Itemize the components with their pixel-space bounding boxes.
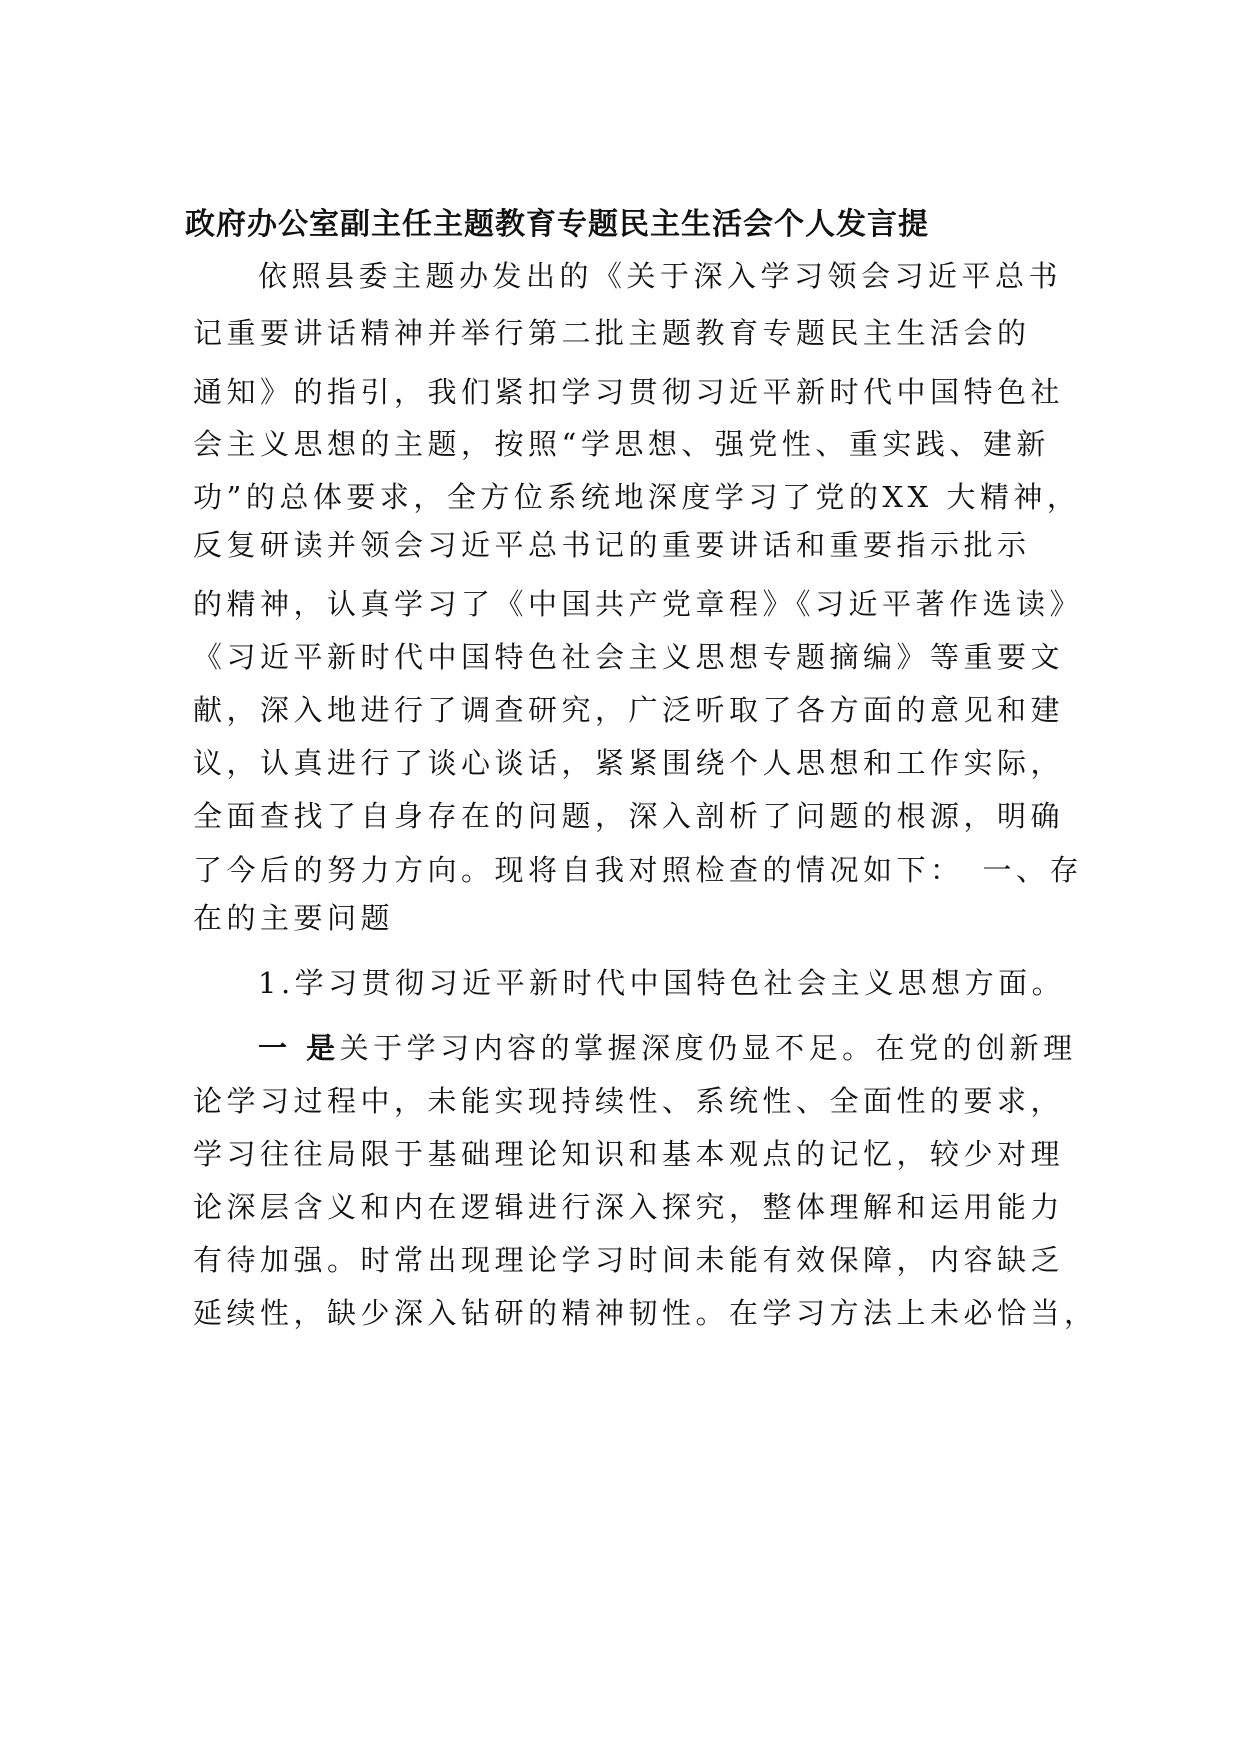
section-heading: 1.学习贯彻习近平新时代中国特色社会主义思想方面。 xyxy=(258,966,1066,1000)
point-line-5: 有待加强。时常出现理论学习时间未能有效保障，内容缺乏 xyxy=(193,1243,1065,1277)
point-line-1-text: 关于学习内容的掌握深度仍显不足。在党的创新理 xyxy=(339,1031,1077,1065)
intro-line-8: 《习近平新时代中国特色社会主义思想专题摘编》等重要文 xyxy=(193,640,1065,674)
intro-line-5: 功”的总体要求，全方位系统地深度学习了党的XX 大精神， xyxy=(193,480,1081,514)
intro-line-2: 记重要讲话精神并举行第二批主题教育专题民主生活会的 xyxy=(193,316,1031,350)
intro-line-6: 反复研读并领会习近平总书记的重要讲话和重要指示批示 xyxy=(193,528,1031,562)
point-line-6: 延续性，缺少深入钻研的精神韧性。在学习方法上未必恰当， xyxy=(193,1296,1098,1330)
intro-line-3: 通知》的指引，我们紧扣学习贯彻习近平新时代中国特色社 xyxy=(193,375,1065,409)
document-title: 政府办公室副主任主题教育专题民主生活会个人发言提 xyxy=(185,207,929,242)
point-lead: 一 是 xyxy=(258,1031,340,1065)
point-line-2: 论学习过程中，未能实现持续性、系统性、全面性的要求， xyxy=(193,1084,1065,1118)
intro-line-9: 献，深入地进行了调查研究，广泛听取了各方面的意见和建 xyxy=(193,693,1065,727)
intro-line-12: 了今后的努力方向。现将自我对照检查的情况如下： 一、存 xyxy=(193,853,1084,887)
intro-line-10: 议，认真进行了谈心谈话，紧紧围绕个人思想和工作实际， xyxy=(193,746,1065,780)
intro-line-11: 全面查找了自身存在的问题，深入剖析了问题的根源，明确 xyxy=(193,799,1065,833)
intro-line-1: 依照县委主题办发出的《关于深入学习领会习近平总书 xyxy=(258,259,1063,293)
point-line-4: 论深层含义和内在逻辑进行深入探究，整体理解和运用能力 xyxy=(193,1190,1065,1224)
intro-line-4: 会主义思想的主题，按照“学思想、强党性、重实践、建新 xyxy=(193,427,1050,461)
point-line-3: 学习往往局限于基础理论知识和基本观点的记忆，较少对理 xyxy=(193,1137,1065,1171)
intro-line-7: 的精神，认真学习了《中国共产党章程》《习近平著作选读》 xyxy=(193,587,1084,621)
intro-line-13: 在的主要问题 xyxy=(193,901,395,935)
point-line-1 xyxy=(258,1028,1077,1068)
